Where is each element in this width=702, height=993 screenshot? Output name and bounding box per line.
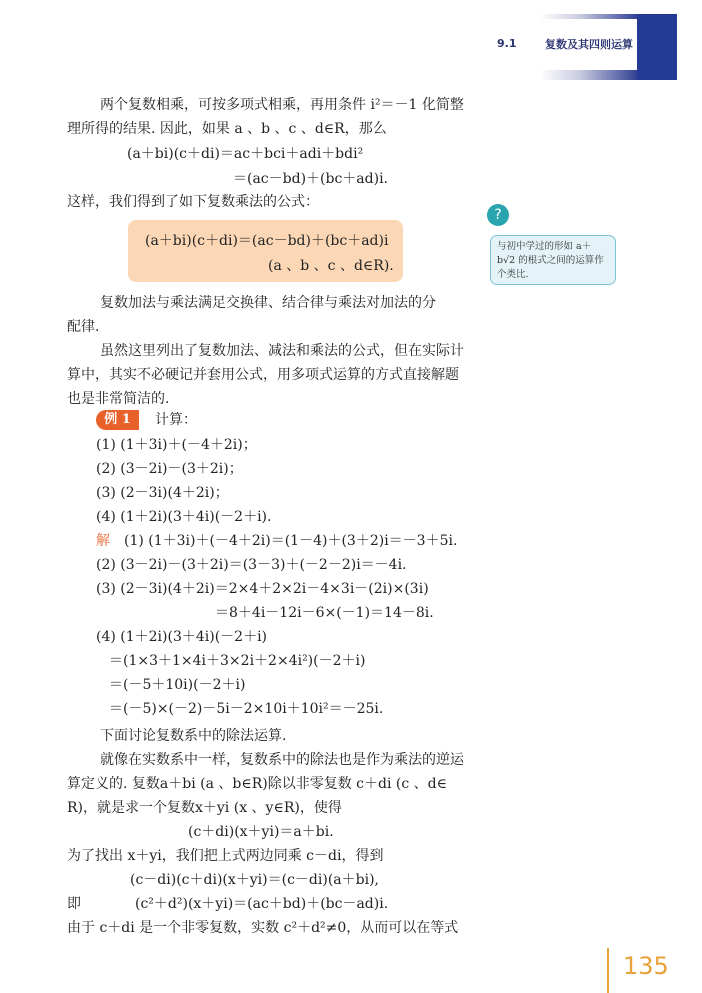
formula-line: (a＋bi)(c＋di)＝(ac－bd)＋(bc＋ad)i xyxy=(145,233,389,249)
solution-line: (4) (1＋2i)(3＋4i)(－2＋i) xyxy=(96,629,268,645)
example-item: (1) (1＋3i)＋(－4＋2i)； xyxy=(96,437,257,453)
solution-line: (3) (2－3i)(4＋2i)＝2×4＋2×2i－4×3i－(2i)×(3i) xyxy=(96,581,429,597)
equation-line: ＝(ac－bd)＋(bc＋ad)i. xyxy=(233,171,388,187)
solution-line: ＝8＋4i－12i－6×(－1)＝14－8i. xyxy=(215,605,434,621)
paragraph-line: 这样，我们得到了如下复数乘法的公式： xyxy=(67,194,319,210)
section-number: 9.1 xyxy=(497,37,517,50)
solution-label: 解 xyxy=(96,533,110,549)
paragraph-line: 下面讨论复数系中的除法运算. xyxy=(100,728,287,744)
paragraph-line: 为了找出 x＋yi，我们把上式两边同乘 c－di，得到 xyxy=(67,848,384,864)
equation-line: (a＋bi)(c＋di)＝ac＋bci＋adi＋bdi² xyxy=(127,146,364,162)
question-icon: ? xyxy=(487,204,509,226)
equation-line: (c－di)(c＋di)(x＋yi)＝(c－di)(a＋bi), xyxy=(130,872,379,888)
paragraph-line: 两个复数相乘，可按多项式相乘，再用条件 i²＝－1 化简整 xyxy=(100,97,464,113)
solution-line: ＝(－5＋10i)(－2＋i) xyxy=(109,677,246,693)
solution-line: ＝(－5)×(－2)－5i－2×10i＋10i²＝－25i. xyxy=(109,701,384,717)
page-number: 135 xyxy=(623,952,669,980)
page-number-divider xyxy=(607,948,609,993)
solution-line: (1) (1＋3i)＋(－4＋2i)＝(1－4)＋(3＋2)i＝－3＋5i. xyxy=(124,533,458,549)
equation-line: (c²＋d²)(x＋yi)＝(ac＋bd)＋(bc－ad)i. xyxy=(135,896,389,912)
paragraph-line: 也是非常简洁的. xyxy=(67,391,170,407)
section-title: 复数及其四则运算 xyxy=(545,38,633,51)
sidebar-note: 与初中学过的形如 a＋b√2 的根式之间的运算作个类比. xyxy=(490,235,616,285)
paragraph-line: 配律. xyxy=(67,319,100,335)
solution-line: ＝(1×3＋1×4i＋3×2i＋2×4i²)(－2＋i) xyxy=(109,653,366,669)
solution-line: (2) (3－2i)－(3＋2i)＝(3－3)＋(－2－2)i＝－4i. xyxy=(96,557,407,573)
example-badge: 例 1 xyxy=(96,410,139,430)
paragraph-line: 就像在实数系中一样，复数系中的除法也是作为乘法的逆运 xyxy=(100,752,464,768)
example-item: (3) (2－3i)(4＋2i)； xyxy=(96,485,229,501)
example-prompt: 计算： xyxy=(155,412,197,428)
paragraph-line: 理所得的结果. 因此，如果 a 、b 、c 、d∈R，那么 xyxy=(67,121,387,137)
paragraph-line: 算中，其实不必硬记并套用公式，用多项式运算的方式直接解题 xyxy=(67,367,459,383)
example-item: (2) (3－2i)－(3＋2i)； xyxy=(96,461,243,477)
paragraph-line: R)，就是求一个复数x＋yi (x 、y∈R)，使得 xyxy=(67,800,342,816)
paragraph-line: 复数加法与乘法满足交换律、结合律与乘法对加法的分 xyxy=(100,295,436,311)
paragraph-line: 虽然这里列出了复数加法、减法和乘法的公式，但在实际计 xyxy=(100,343,464,359)
equation-label: 即 xyxy=(67,896,81,912)
paragraph-line: 由于 c＋di 是一个非零复数，实数 c²＋d²≠0，从而可以在等式 xyxy=(67,920,459,936)
paragraph-line: 算定义的. 复数a＋bi (a 、b∈R)除以非零复数 c＋di (c 、d∈ xyxy=(67,776,447,792)
equation-line: (c＋di)(x＋yi)＝a＋bi. xyxy=(188,824,334,840)
header-blue-block xyxy=(637,14,677,80)
formula-condition: (a 、b 、c 、d∈R). xyxy=(268,258,394,274)
example-item: (4) (1＋2i)(3＋4i)(－2＋i). xyxy=(96,509,272,525)
